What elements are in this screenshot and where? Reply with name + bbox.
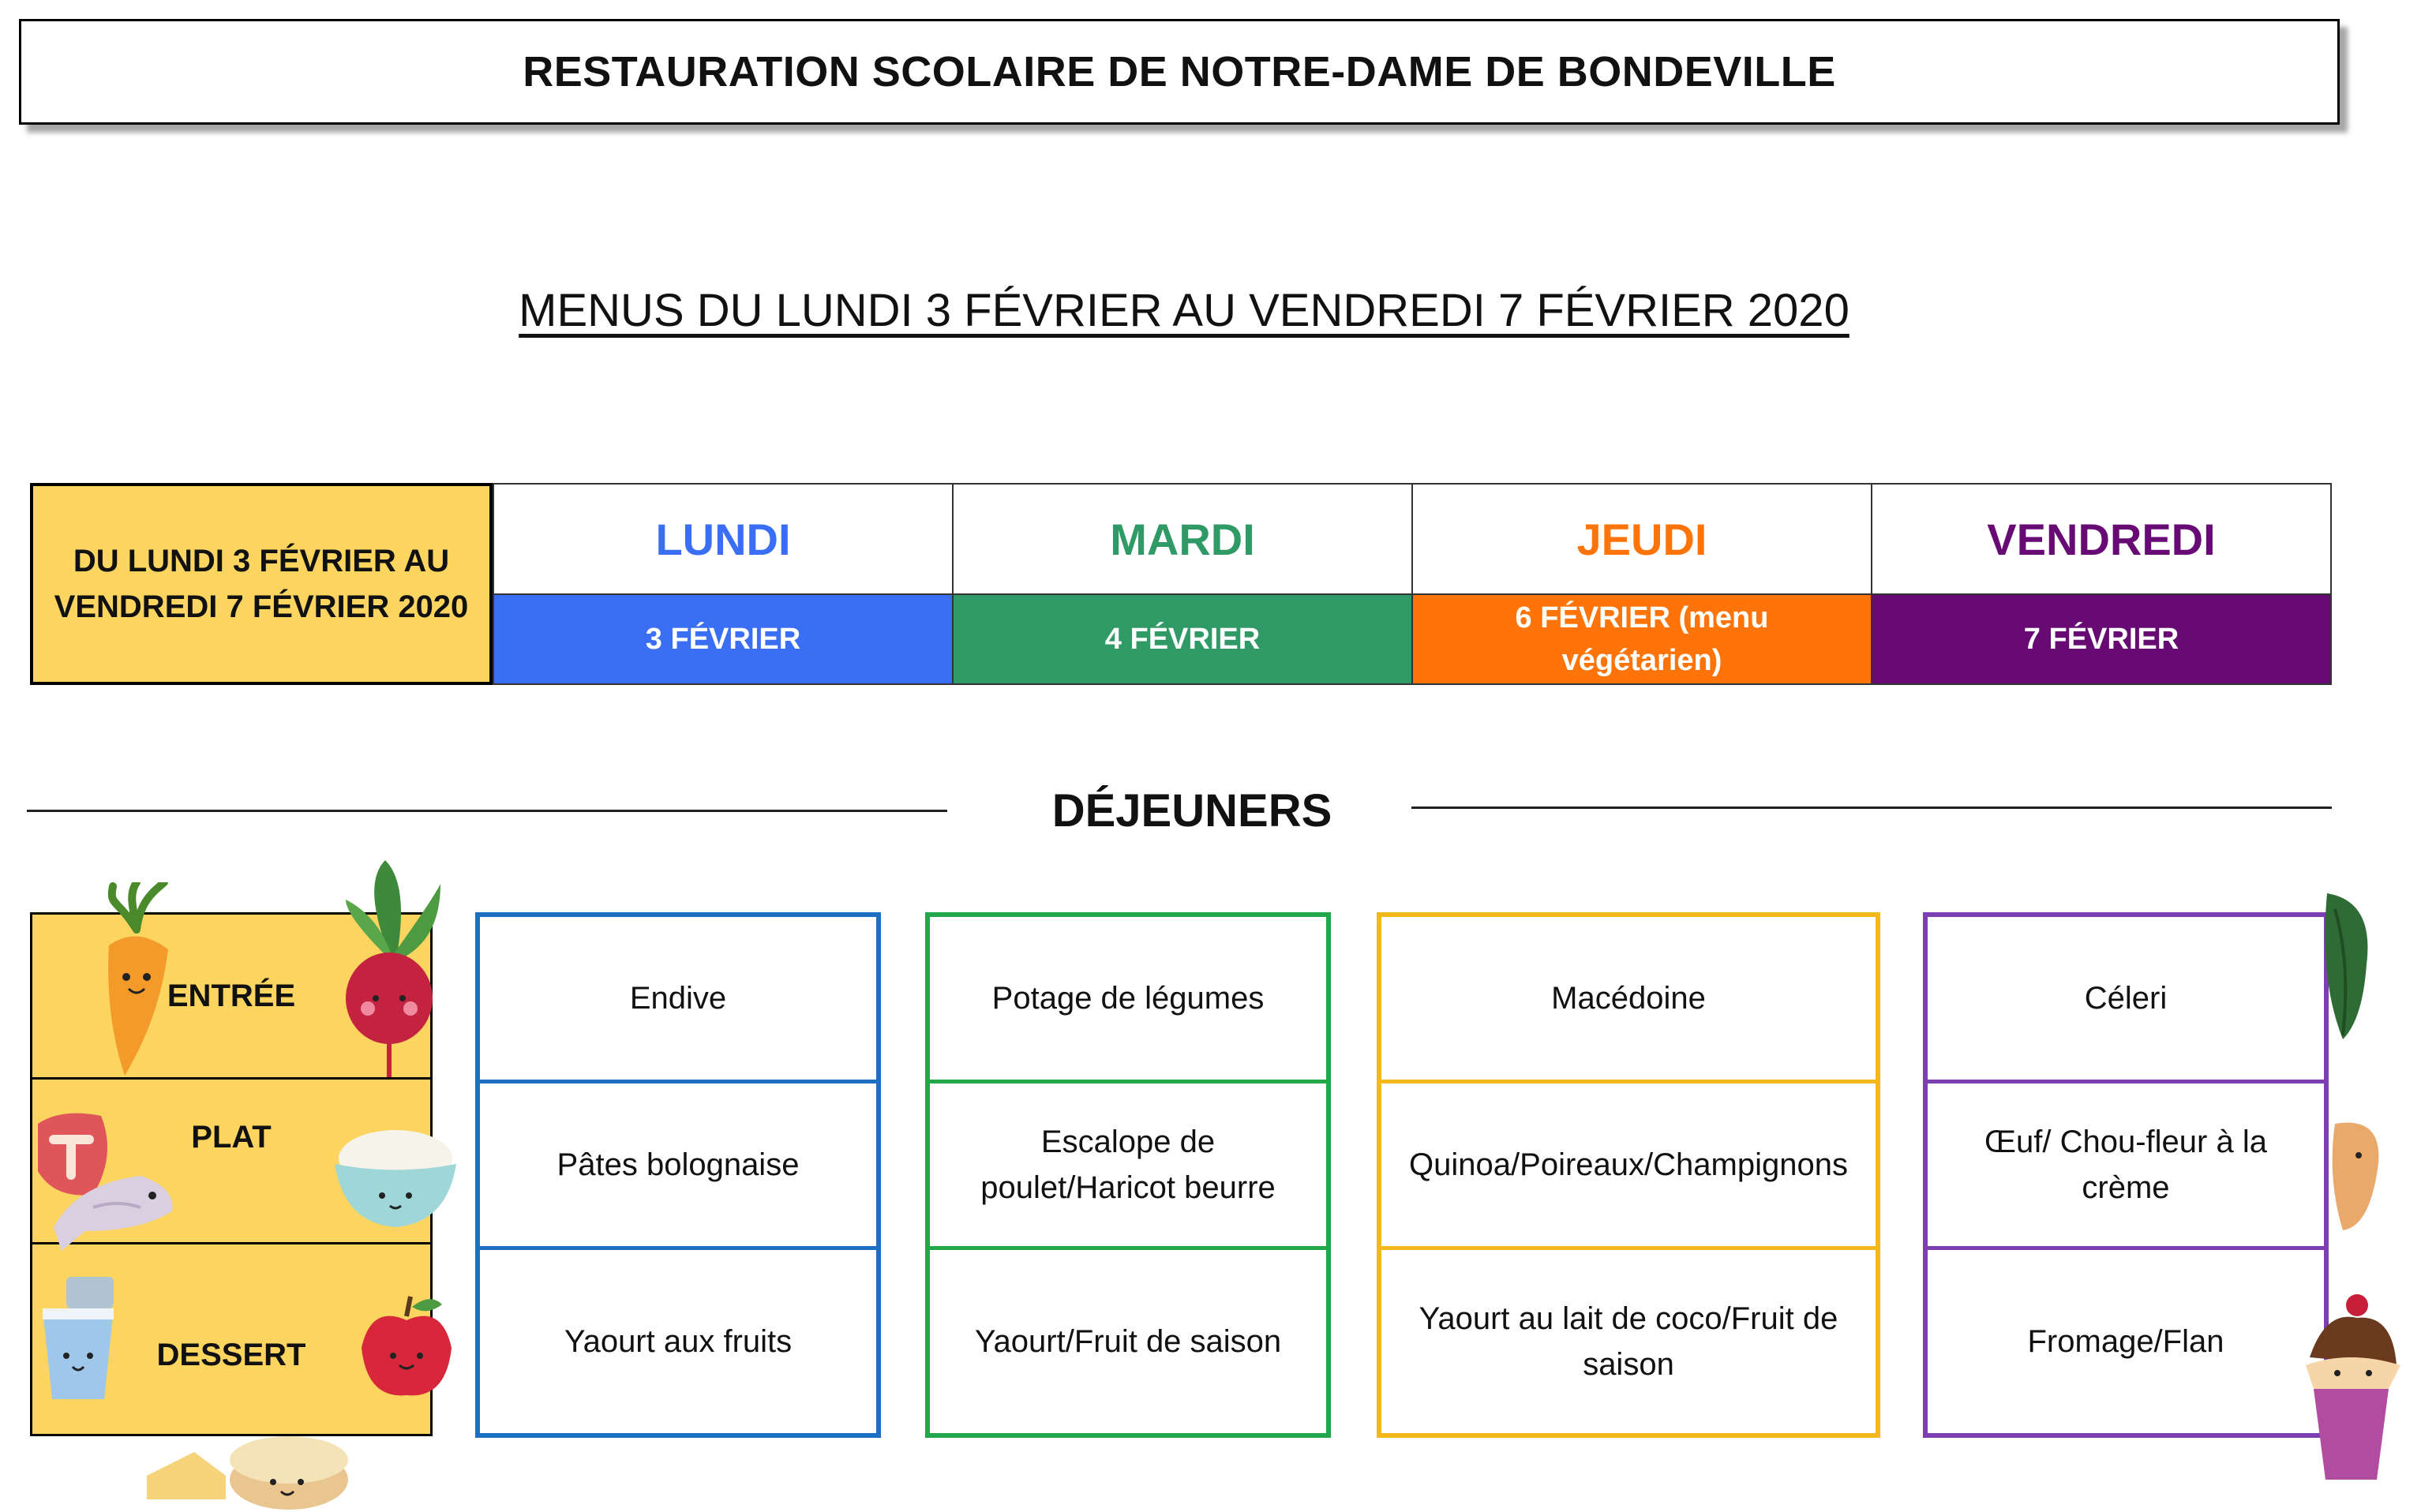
day-date-lundi: 3 FÉVRIER — [493, 593, 954, 685]
day-date-jeudi: 6 FÉVRIER (menu végétarien) — [1411, 593, 1872, 685]
page-title: RESTAURATION SCOLAIRE DE NOTRE-DAME DE BONDEVILLE — [523, 48, 1836, 95]
carrot-icon — [93, 882, 180, 1080]
day-name: VENDREDI — [1987, 514, 2216, 564]
menu-grid-mardi — [925, 912, 1331, 1438]
menu-entree: Endive — [629, 981, 727, 1016]
potato-icon — [2327, 1116, 2382, 1234]
menu-plat: Escalope de poulet/Haricot beurre — [980, 1125, 1276, 1205]
day-name: JEUDI — [1576, 514, 1707, 564]
day-header-jeudi — [1411, 483, 1872, 595]
day-name: LUNDI — [655, 514, 791, 564]
day-date-mardi: 4 FÉVRIER — [952, 593, 1413, 685]
menu-plat: Œuf/ Chou-fleur à la crème — [1984, 1125, 2267, 1205]
beet-icon — [330, 852, 448, 1081]
menu-dessert: Yaourt aux fruits — [564, 1324, 793, 1359]
rice-bowl-icon — [328, 1121, 463, 1231]
day-header-vendredi — [1871, 483, 2332, 595]
section-rule-left — [27, 810, 947, 812]
menu-grid-vendredi — [1923, 912, 2329, 1438]
fish-icon — [46, 1152, 180, 1255]
category-label: ENTRÉE — [167, 978, 296, 1013]
yogurt-icon — [35, 1277, 122, 1403]
header-box — [19, 19, 2340, 125]
cheese-icon — [139, 1413, 352, 1512]
menu-subtitle: MENUS DU LUNDI 3 FÉVRIER AU VENDREDI 7 FÉVRIER 2020 — [519, 285, 1849, 336]
week-range-cell: DU LUNDI 3 FÉVRIER AU VENDREDI 7 FÉVRIER 2020 — [30, 483, 493, 685]
day-date-vendredi: 7 FÉVRIER — [1871, 593, 2332, 685]
day-header-mardi — [952, 483, 1413, 595]
menu-entree: Macédoine — [1551, 981, 1706, 1016]
menu-dessert: Fromage/Flan — [2027, 1324, 2224, 1359]
menu-grid-jeudi — [1377, 912, 1880, 1438]
menu-plat: Quinoa/Poireaux/Champignons — [1409, 1147, 1848, 1182]
menu-entree: Céleri — [2084, 981, 2168, 1016]
category-label: PLAT — [191, 1119, 272, 1155]
section-rule-right — [1411, 807, 2332, 809]
menu-dessert: Yaourt/Fruit de saison — [974, 1324, 1282, 1359]
cupcake-icon — [2294, 1286, 2404, 1484]
day-header-lundi — [493, 483, 954, 595]
apple-icon — [355, 1293, 458, 1403]
section-title: DÉJEUNERS — [1051, 785, 1332, 836]
category-label: DESSERT — [156, 1337, 306, 1372]
menu-dessert: Yaourt au lait de coco/Fruit de saison — [1418, 1301, 1838, 1382]
menu-grid-lundi — [475, 912, 881, 1438]
spinach-icon — [2319, 885, 2374, 1043]
menu-entree: Potage de légumes — [991, 981, 1265, 1016]
menu-plat: Pâtes bolognaise — [557, 1147, 800, 1182]
day-name: MARDI — [1110, 514, 1255, 564]
